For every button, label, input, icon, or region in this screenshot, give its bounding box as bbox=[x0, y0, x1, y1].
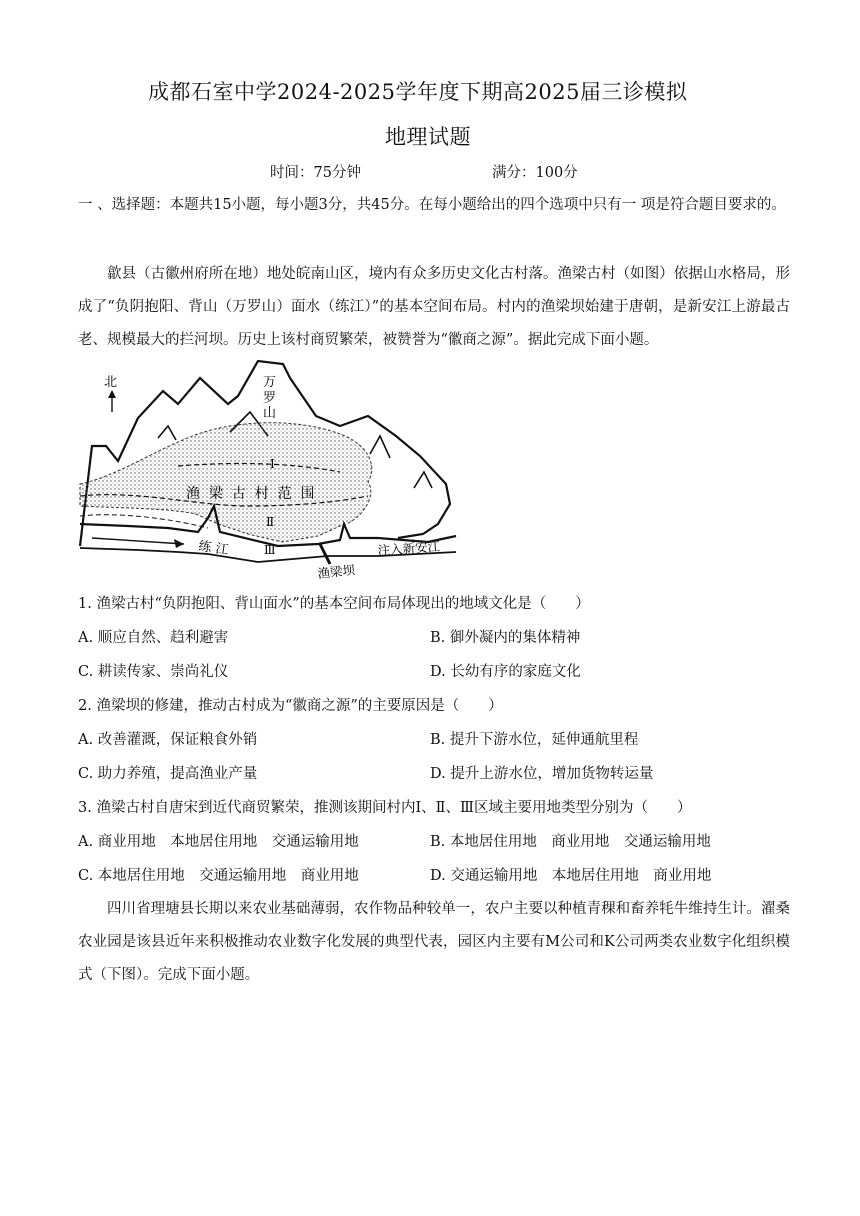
zone-label-2: Ⅱ bbox=[266, 515, 275, 529]
mountain-name-2: 罗 bbox=[263, 391, 277, 406]
mountain-peak-icon bbox=[158, 426, 176, 440]
question-1-option-a[interactable]: A. 顺应自然、趋利避害 bbox=[78, 630, 229, 646]
dam-label: 渔梁坝 bbox=[316, 562, 356, 581]
section1-intro: 一 、选择题：本题共15小题，每小题3分，共45分。在每小题给出的四个选项中只有一 项是符合题目要求的。 bbox=[78, 197, 786, 213]
question-2-option-c[interactable]: C. 助力养殖，提高渔业产量 bbox=[78, 766, 258, 782]
zone-label-1: Ⅰ bbox=[270, 457, 275, 471]
village-label: 渔 梁 古 村 范 围 bbox=[186, 486, 315, 502]
river-label: 练 江 bbox=[197, 539, 230, 559]
question-3-option-d[interactable]: D. 交通运输用地 本地居住用地 商业用地 bbox=[430, 868, 712, 884]
question-2-option-a[interactable]: A. 改善灌溉，保证粮食外销 bbox=[78, 732, 258, 748]
question-1-option-d[interactable]: D. 长幼有序的家庭文化 bbox=[430, 664, 581, 680]
question-3-option-b[interactable]: B. 本地居住用地 商业用地 交通运输用地 bbox=[430, 834, 711, 850]
dam-line bbox=[320, 544, 330, 564]
question-3-option-a[interactable]: A. 商业用地 本地居住用地 交通运输用地 bbox=[78, 834, 359, 850]
river-flow-arrow bbox=[92, 538, 184, 544]
passage1: 歙县（古徽州府所在地）地处皖南山区，境内有众多历史文化古村落。渔梁古村（如图）依据山水格局，形成了“负阴抱阳、背山（万罗山）面水（练江）”的基本空间布局。村内的渔梁坝始建于唐朝，是新安江上游最古老、规模最大的拦河坝。历史上该村商贸繁荣，被赞誉为“徽商之源”。据此完成下面小题。 bbox=[78, 266, 790, 348]
mountain-name-3: 山 bbox=[263, 406, 277, 421]
mountain-name-1: 万 bbox=[263, 375, 277, 390]
mountain-peak-icon bbox=[414, 472, 432, 488]
yuliang-village-map bbox=[78, 356, 458, 588]
north-label: 北 bbox=[104, 375, 118, 390]
mountain-peak-icon bbox=[370, 436, 390, 458]
exam-time: 时间：75分钟 bbox=[270, 165, 361, 181]
question-3-option-c[interactable]: C. 本地居住用地 交通运输用地 商业用地 bbox=[78, 868, 359, 884]
question-1-option-c[interactable]: C. 耕读传家、崇尚礼仪 bbox=[78, 664, 229, 680]
question-3-stem: 3. 渔梁古村自唐宋到近代商贸繁荣，推测该期间村内Ⅰ、Ⅱ、Ⅲ区域主要用地类型分别为（ ） bbox=[78, 800, 692, 816]
question-1-stem: 1. 渔梁古村“负阴抱阳、背山面水”的基本空间布局体现出的地域文化是（ ） bbox=[78, 596, 590, 612]
page-title-line1: 成都石室中学2024-2025学年度下期高2025届三诊模拟 bbox=[148, 80, 688, 104]
question-2-stem: 2. 渔梁坝的修建，推动古村成为“徽商之源”的主要原因是（ ） bbox=[78, 698, 503, 714]
village-area bbox=[80, 423, 372, 542]
question-2-option-b[interactable]: B. 提升下游水位，延伸通航里程 bbox=[430, 732, 639, 748]
question-2-option-d[interactable]: D. 提升上游水位，增加货物转运量 bbox=[430, 766, 654, 782]
outlet-label: 注入新安江 bbox=[377, 538, 441, 558]
passage2: 四川省理塘县长期以来农业基础薄弱，农作物品种较单一，农户主要以种植青稞和畜养牦牛维持生计。濯桑农业园是该县近年来积极推动农业数字化发展的典型代表，园区内主要有M公司和K公司两类农业数字化组织模式（下图）。完成下面小题。 bbox=[78, 901, 790, 983]
page-title-line2: 地理试题 bbox=[385, 125, 471, 149]
zone-label-3: Ⅲ bbox=[264, 543, 276, 557]
question-1-option-b[interactable]: B. 御外凝内的集体精神 bbox=[430, 630, 581, 646]
exam-score: 满分：100分 bbox=[492, 165, 578, 181]
